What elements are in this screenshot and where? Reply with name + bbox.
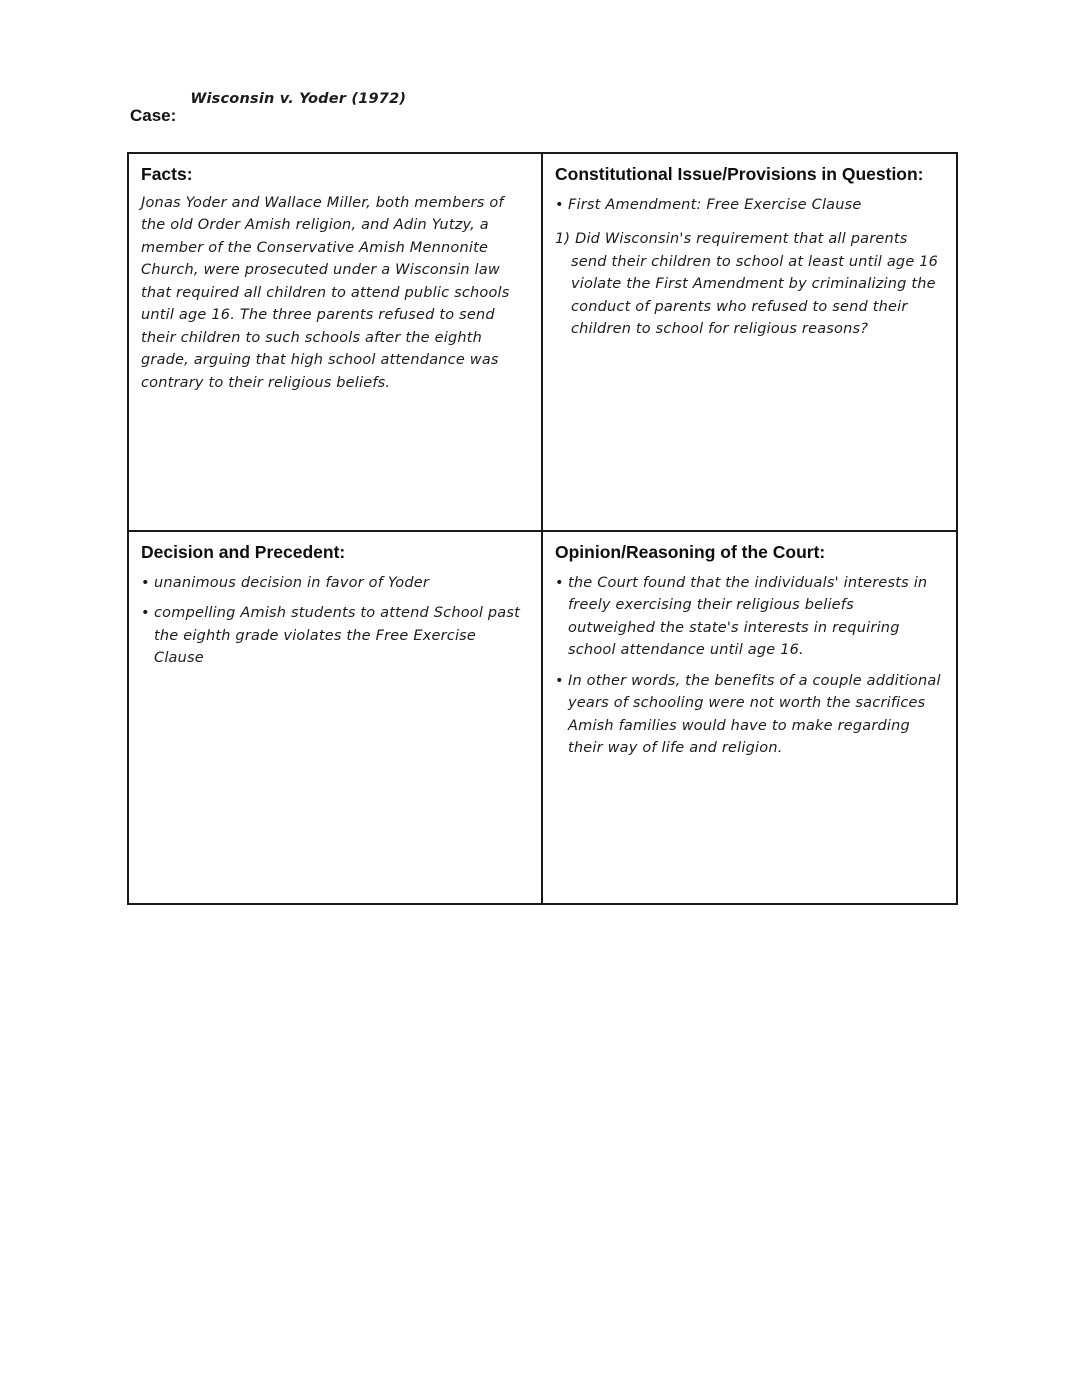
constitutional-issue-heading: Constitutional Issue/Provisions in Question: (555, 164, 924, 184)
decision-bullet-1: • unanimous decision in favor of Yoder (141, 572, 529, 594)
case-label: Case: (130, 106, 177, 125)
constitutional-issue-question: 1) Did Wisconsin's requirement that all parents send their children to school at least until age 16 violate the First Amendment by criminalizing the conduct of parents who refused to send their children to school for religious reasons? (555, 231, 939, 338)
decision-heading: Decision and Precedent: (141, 542, 346, 562)
decision-cell (129, 532, 543, 903)
opinion-cell (543, 532, 956, 903)
opinion-bullet-1: • the Court found that the individuals' interests in freely exercising their religious beliefs outweighed the state's interests in requiring school attendance until age 16. (555, 572, 944, 662)
facts-cell (129, 154, 543, 532)
constitutional-issue-cell (543, 154, 956, 532)
decision-bullet-2: • compelling Amish students to attend School past the eighth grade violates the Free Exercise Clause (141, 602, 529, 669)
case-brief-table (127, 152, 958, 905)
opinion-heading: Opinion/Reasoning of the Court: (555, 542, 826, 562)
facts-heading: Facts: (141, 164, 193, 184)
case-title-line (130, 88, 960, 125)
constitutional-issue-bullet: • First Amendment: Free Exercise Clause (555, 194, 944, 216)
facts-body: Jonas Yoder and Wallace Miller, both members of the old Order Amish religion, and Adin Yutzy, a member of the Conservative Amish Mennonite Church, were prosecuted under a Wisconsin law that required all children to attend public schools until age 16. The three parents refused to send their children to such schools after the eighth grade, arguing that high school attendance was contrary to their religious beliefs. (141, 194, 510, 391)
opinion-bullet-2: • In other words, the benefits of a couple additional years of schooling were not worth the sacrifices Amish families would have to make regarding their way of life and religion. (555, 670, 944, 760)
case-title: Wisconsin v. Yoder (1972) (190, 91, 407, 107)
